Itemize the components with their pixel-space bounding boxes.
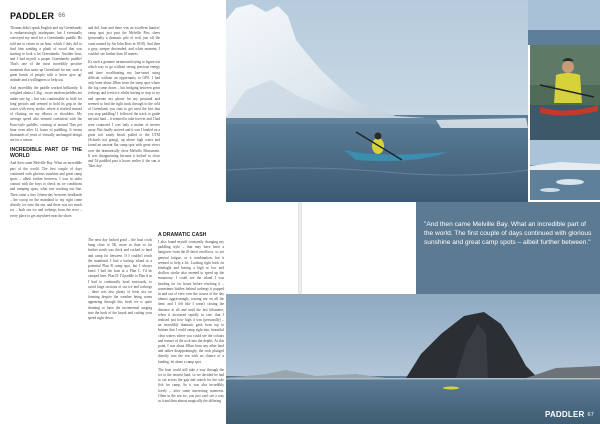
column3-paragraph: I also found myself constantly changing my paddling style – that may have been a hangover from the ill-fated overflows, so yet general fatigue, or a combination, but it seemed to help a lot. Looking right back on hindsight and having a high or low and shallow stroke also seemed to speed up the monotony. I could see the island I was heading for for hours before reaching it – sometimes hidden behind icebergs it popped in and out of view over the course of the day almost aggravatingly, teasing me on all the time, and I felt like I wasn't closing the distance at all and until the last kilometre, when it increased rapidly in size, that I realised just how high it was (personally) – an incredibly dramatic gash from top to bottom that I could camp right into, beautiful clear waters where you could see the colours and texture of the rock into the depths. At this point, I was about 28km from any other land and rather disappointingly, the rock plunged directly into the sea with no chance of a landing, let alone a camp spot. (158, 240, 224, 364)
column1-paragraph: Thomas didn't speak English and my Greenlandic is embarrassingly inadequate, but I eventually conveyed my need for a Greenlandic paddle. He told me to return in an hour, which I duly did to find him sanding a plank of wood that was starting to look a lot Greenlandic. Another hour, and I had myself a proper Greenlandic paddle! That's one of the most incredibly positive moments that sums up Greenland for me: such a great bunch of people with a 'never give up' attitude and a willingness to help out. (10, 26, 82, 83)
magazine-footer (545, 410, 594, 419)
photo-rock-island (226, 294, 600, 424)
pull-quote: "And then came Melville Bay. What an incredible part of the world. The first couple of days continued with glorious sunshine and great camp spots – albeit further between." (424, 221, 592, 246)
photo-iceberg-kayaker (226, 0, 528, 202)
magazine-logo: PADDLER (10, 11, 55, 21)
article-column-2-continued (88, 238, 152, 418)
column3-paragraph: The boat could still take a way through the ice to the nearest land, so we decided he had to cut across the gap and search for the sole fish for camp. So it was also incredibly lovely – after some interesting moments. Often in the sea ice, you just can't see a way in it and then almost magically the differing (158, 367, 224, 404)
magazine-header (10, 11, 65, 21)
column2-paragraph: It's such a genuine turnaround trying to figure out which way to go without seeing precious energy and time recalibrating my late-onset using difficult without an opportunity to GPS. I had only been about 28km from the steep spot where the fog came down – but bridging between great icebergs and fresh ice whilst having to stop to try and operate my phone for my personal and seemed to find the right track through to the cold of Greenland, you start to get used the fact that you stop paddling! I followed the track to guide me into land – it seemed to take forever and I had seen contacted I was only a matter of metres away. But finally arrived and it was I landed on a great soft sandy beach pulled to the UTM (Schools not going), up above high water and found an ancient flat camp spot with great views over the dramatically close Melville Monument. It was disappointing because it looked so close and I'd paddled past it hours earlier if the sun is 'likes day'. (88, 60, 160, 169)
rock-island-scene (226, 294, 600, 424)
icy-sea-scene (530, 140, 600, 200)
pull-quote-box (416, 202, 600, 294)
sky-scene (528, 0, 600, 45)
column1-paragraph: And then came Melville Bay. What an incredible part of the world. The first couple of days continued with glorious sunshine and great camp spots – albeit further between. I was in radio contact with the boys to check on ice conditions and camping spots, what was working out fine. Then came a tiny fifteen-day between headlands – the scoop on the mainland to my right came directly ice onto the sea, and there was too much ice – both sea ice and icebergs from the river – every place to get anywhere near the shore. (10, 161, 82, 218)
column1-paragraph: And incredibly the paddle worked brilliantly. It weighed almost 1.2kg – more modern paddles are under one kg – but was comfortable to hold for long periods and seemed to hold its grip in the water with every stroke, where it worked instead of floating on my elbows or shoulders. My average speed also seemed consistent with the Euro-style paddles, cruising at around 7km per hour even after 12 hours of paddling. It seems thousands of years of virtually unchanged design are for a reason. (10, 86, 82, 143)
sky-photo-strip (528, 0, 600, 45)
photo-paddler-portrait (530, 45, 600, 140)
column2-paragraph: and did, boat and there was an excellent hunters' camp spot just past the Melville Pier, sheer (personally a dramatic pile of rock just off the coast named by Sir John Ross in 1818). And then a gray, steeper descended, and white moment, I couldn't see further than 10 metres. (88, 26, 160, 57)
section-heading-dramatic-cash: A DRAMATIC CASH (158, 232, 207, 238)
iceberg-scene (226, 0, 528, 202)
footer-magazine-logo: PADDLER (545, 410, 585, 419)
photo-icy-sea (530, 140, 600, 200)
page-number-left: 66 (58, 13, 66, 19)
column2-paragraph: The next day looked good – the boat cools hung close to 5K, more so than so far further north was thick and rocked to land and camp for between. If I couldn't reach the mainland, I had a backup island at a potential Plan B camp spot, but I always knew I had the boat at a Plan C. I'd be camped here. Plan D: I'd paddle to Plan A as I had to continually head eastwards, to avoid large sections of sea ice and icebergs – there was also plenty of fresh sea ice forming despite the weather being warm appearing through this fresh ice is quite draining to have the incremental surging into the back of the kayak and cutting your speed right down. (88, 238, 152, 321)
page-number-right: 67 (587, 411, 595, 418)
article-column-2 (88, 26, 160, 236)
section-heading-incredible: INCREDIBLE PART OF THE WORLD (10, 147, 82, 160)
article-column-1 (10, 26, 82, 222)
article-column-3 (158, 232, 224, 417)
portrait-scene (530, 45, 600, 140)
